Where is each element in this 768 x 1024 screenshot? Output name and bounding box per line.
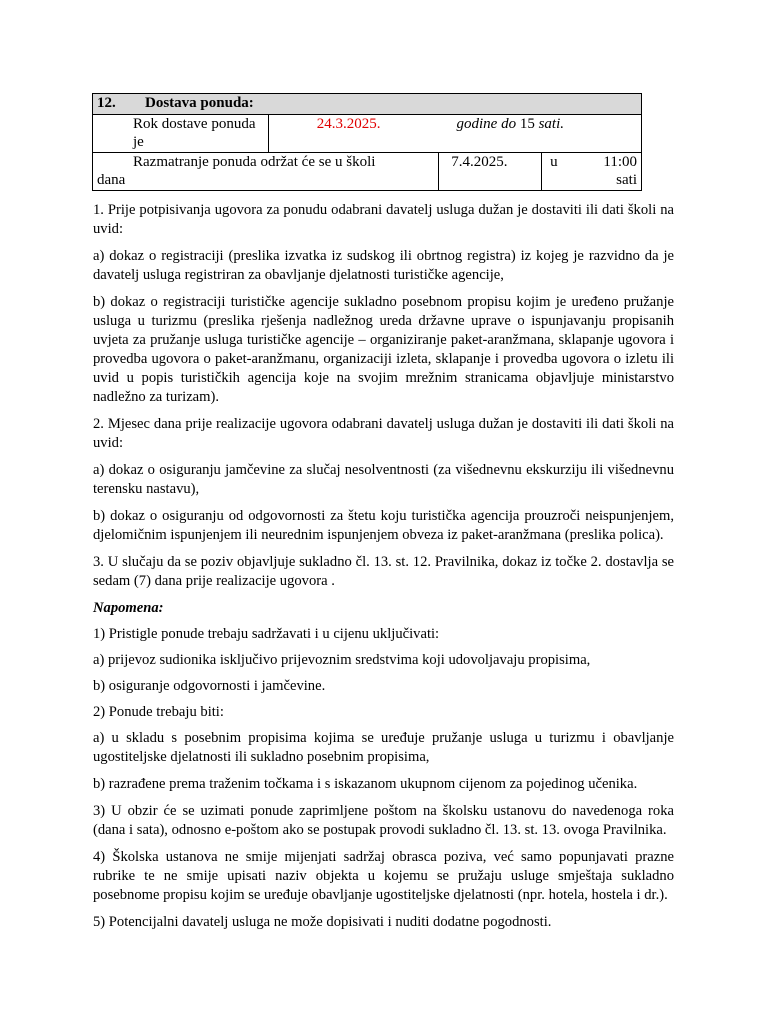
note-2b: b) razrađene prema traženim točkama i s iskazanom ukupnom cijenom za pojedinog učenika. xyxy=(93,776,638,792)
section-header-row xyxy=(93,94,642,115)
delivery-table xyxy=(92,93,642,191)
review-label-line2: dana xyxy=(97,172,126,188)
section-title: Dostava ponuda: xyxy=(145,95,254,111)
review-date: 7.4.2025. xyxy=(439,153,542,191)
review-label-line1: Razmatranje ponuda održat će se u školi xyxy=(133,154,376,170)
paragraph-1b: b) dokaz o registraciji turističke agencije sukladno posebnom propisu kojim je uređeno pružanje usluga u turizmu (preslika rješenja nadležnog ureda državne uprave o ispunjavanju propisanih uvjeta za pružanje usluga turističke agencije – organiziranje paket-aranžmana, sklapanje ugovora i provedba ugovora o paket-aranžmanu, organizaciji izleta, sklapanje i provedba ugovora o izletu ili uvid u popis turističkih agencija koje na svojim mrežnim stranicama objavljuje ministarstvo nadležno za turizam). xyxy=(93,294,674,405)
note-2a: a) u skladu s posebnim propisima kojima se uređuje pružanje usluga u turizmu i obavljanje ugostiteljske djelatnosti ili sukladno posebnim propisima, xyxy=(93,730,674,765)
deadline-sati: sati. xyxy=(538,116,565,132)
deadline-label: Rok dostave ponuda je xyxy=(93,115,269,153)
paragraph-1: 1. Prije potpisivanja ugovora za ponudu odabrani davatelj usluga dužan je dostaviti ili dati školi na uvid: xyxy=(93,202,674,237)
paragraph-1a: a) dokaz o registraciji (preslika izvatka iz sudskog ili obrtnog registra) iz kojeg je razvidno da je davatelj usluga registriran za obavljanje djelatnosti turističke agencije, xyxy=(93,248,674,283)
review-sati: sati xyxy=(616,172,637,188)
note-4: 4) Školska ustanova ne smije mijenjati sadržaj obrasca poziva, već samo popunjavati prazne rubrike te ne smije upisati naziv objekta u kojemu se pružaju usluge smještaja sukladno posebnome propisu kojim se uređuje obavljanje ugostiteljske djelatnosti (npr. hotela, hostela i dr.). xyxy=(93,849,674,903)
note-5: 5) Potencijalni davatelj usluga ne može dopisivati i nuditi dodatne pogodnosti. xyxy=(93,914,552,930)
review-row xyxy=(93,153,642,191)
section-header xyxy=(93,94,642,115)
review-label xyxy=(93,153,439,191)
review-u: u xyxy=(550,154,558,170)
note-2: 2) Ponude trebaju biti: xyxy=(93,704,224,720)
note-3: 3) U obzir će se uzimati ponude zaprimljene poštom na školsku ustanovu do navedenoga roka (dana i sata), odnosno e-poštom ako se postupak provodi sukladno čl. 13. st. 13. ovoga Pravilnika. xyxy=(93,803,674,838)
document-body xyxy=(93,201,674,940)
note-1: 1) Pristigle ponude trebaju sadržavati i u cijenu uključivati: xyxy=(93,626,440,642)
review-time-cell xyxy=(542,153,642,191)
paragraph-2b: b) dokaz o osiguranju od odgovornosti za štetu koju turistička agencija prouzroči neispunjenjem, djelomičnim ispunjenjem ili neurednim ispunjenjem obveza iz paket-aranžmana (preslika polica). xyxy=(93,508,674,543)
note-1a: a) prijevoz sudionika isključivo prijevoznim sredstvima koji udovoljavaju propisima, xyxy=(93,652,591,668)
deadline-row xyxy=(93,115,642,153)
review-time: 11:00 xyxy=(603,154,637,170)
paragraph-2: 2. Mjesec dana prije realizacije ugovora odabrani davatelj usluga dužan je dostaviti ili dati školi na uvid: xyxy=(93,416,674,451)
deadline-date: 24.3.2025. xyxy=(316,116,381,132)
paragraph-3: 3. U slučaju da se poziv objavljuje sukladno čl. 13. st. 12. Pravilnika, dokaz iz točke 2. dostavlja se sedam (7) dana prije realizacije ugovora . xyxy=(93,554,674,589)
paragraph-2a: a) dokaz o osiguranju jamčevine za slučaj nesolventnosti (za višednevnu ekskurziju ili višednevnu terensku nastavu), xyxy=(93,462,674,497)
deadline-hour: 15 xyxy=(519,116,535,132)
deadline-godine-do: godine do xyxy=(456,116,517,132)
napomena-heading: Napomena: xyxy=(93,600,164,616)
note-1b: b) osiguranje odgovornosti i jamčevine. xyxy=(93,678,326,694)
section-number: 12. xyxy=(97,95,116,111)
deadline-value xyxy=(268,115,641,153)
